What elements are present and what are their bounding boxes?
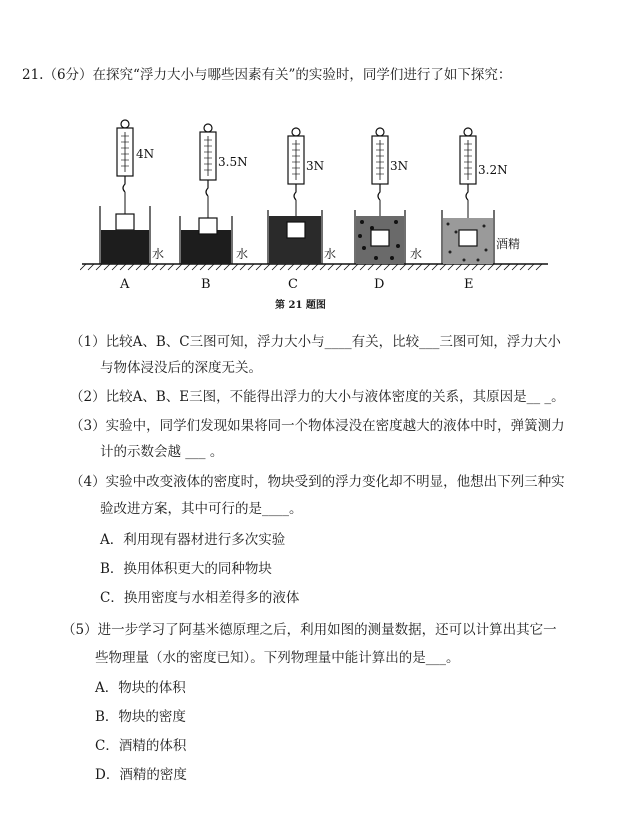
panel-d bbox=[355, 128, 422, 292]
letter-c: C bbox=[288, 277, 298, 292]
panel-b bbox=[180, 124, 248, 292]
part4-line2: 验改进方案，其中可行的是____。 bbox=[100, 501, 303, 517]
figure-caption: 第 21 题图 bbox=[275, 300, 326, 311]
panel-c bbox=[268, 128, 336, 292]
question-stem: 21.（6分）在探究“浮力大小与哪些因素有关”的实验时，同学们进行了如下探究： bbox=[22, 67, 512, 83]
liquid-c: 水 bbox=[324, 247, 337, 261]
part4-option-b: B．换用体积更大的同种物块 bbox=[100, 561, 272, 577]
reading-c: 3N bbox=[306, 159, 325, 173]
liquid-e: 酒精 bbox=[496, 237, 521, 251]
part4-option-c: C．换用密度与水相差得多的液体 bbox=[100, 590, 300, 606]
part5-line1: （5）进一步学习了阿基米德原理之后，利用如图的测量数据，还可以计算出其它一 bbox=[62, 622, 557, 638]
part5-line2: 些物理量（水的密度已知）。下列物理量中能计算出的是___。 bbox=[95, 650, 460, 666]
part4-line1: （4）实验中改变液体的密度时，物块受到的浮力变化却不明显，他想出下列三种实 bbox=[70, 474, 565, 490]
part3-line1: （3）实验中，同学们发现如果将同一个物体浸没在密度越大的液体中时，弹簧测力 bbox=[70, 418, 565, 434]
reading-a: 4N bbox=[136, 147, 155, 161]
liquid-a: 水 bbox=[152, 247, 165, 261]
letter-d: D bbox=[374, 277, 385, 292]
panel-e bbox=[442, 128, 520, 292]
letter-e: E bbox=[464, 277, 474, 292]
part4-option-a: A．利用现有器材进行多次实验 bbox=[100, 532, 286, 548]
letter-a: A bbox=[120, 277, 130, 292]
part5-option-d: D．酒精的密度 bbox=[95, 767, 187, 783]
part2: （2）比较A、B、E三图，不能得出浮力的大小与液体密度的关系，其原因是__ _。 bbox=[70, 389, 565, 405]
experiment-figure bbox=[80, 118, 550, 293]
reading-b: 3.5N bbox=[218, 155, 248, 169]
reading-d: 3N bbox=[390, 159, 409, 173]
letter-b: B bbox=[201, 277, 211, 292]
reading-e: 3.2N bbox=[478, 163, 508, 177]
part5-option-b: B．物块的密度 bbox=[95, 709, 186, 725]
part5-option-a: A．物块的体积 bbox=[95, 680, 186, 696]
liquid-b: 水 bbox=[236, 247, 249, 261]
liquid-d: 水 bbox=[410, 247, 423, 261]
part1-line2: 与物体浸没后的深度无关。 bbox=[100, 360, 262, 376]
part3-line2: 计的示数会越 ___ 。 bbox=[100, 444, 224, 460]
part5-option-c: C．酒精的体积 bbox=[95, 738, 187, 754]
part1-line1: （1）比较A、B、C三图可知，浮力大小与____有关，比较___三图可知，浮力大小 bbox=[70, 334, 561, 350]
